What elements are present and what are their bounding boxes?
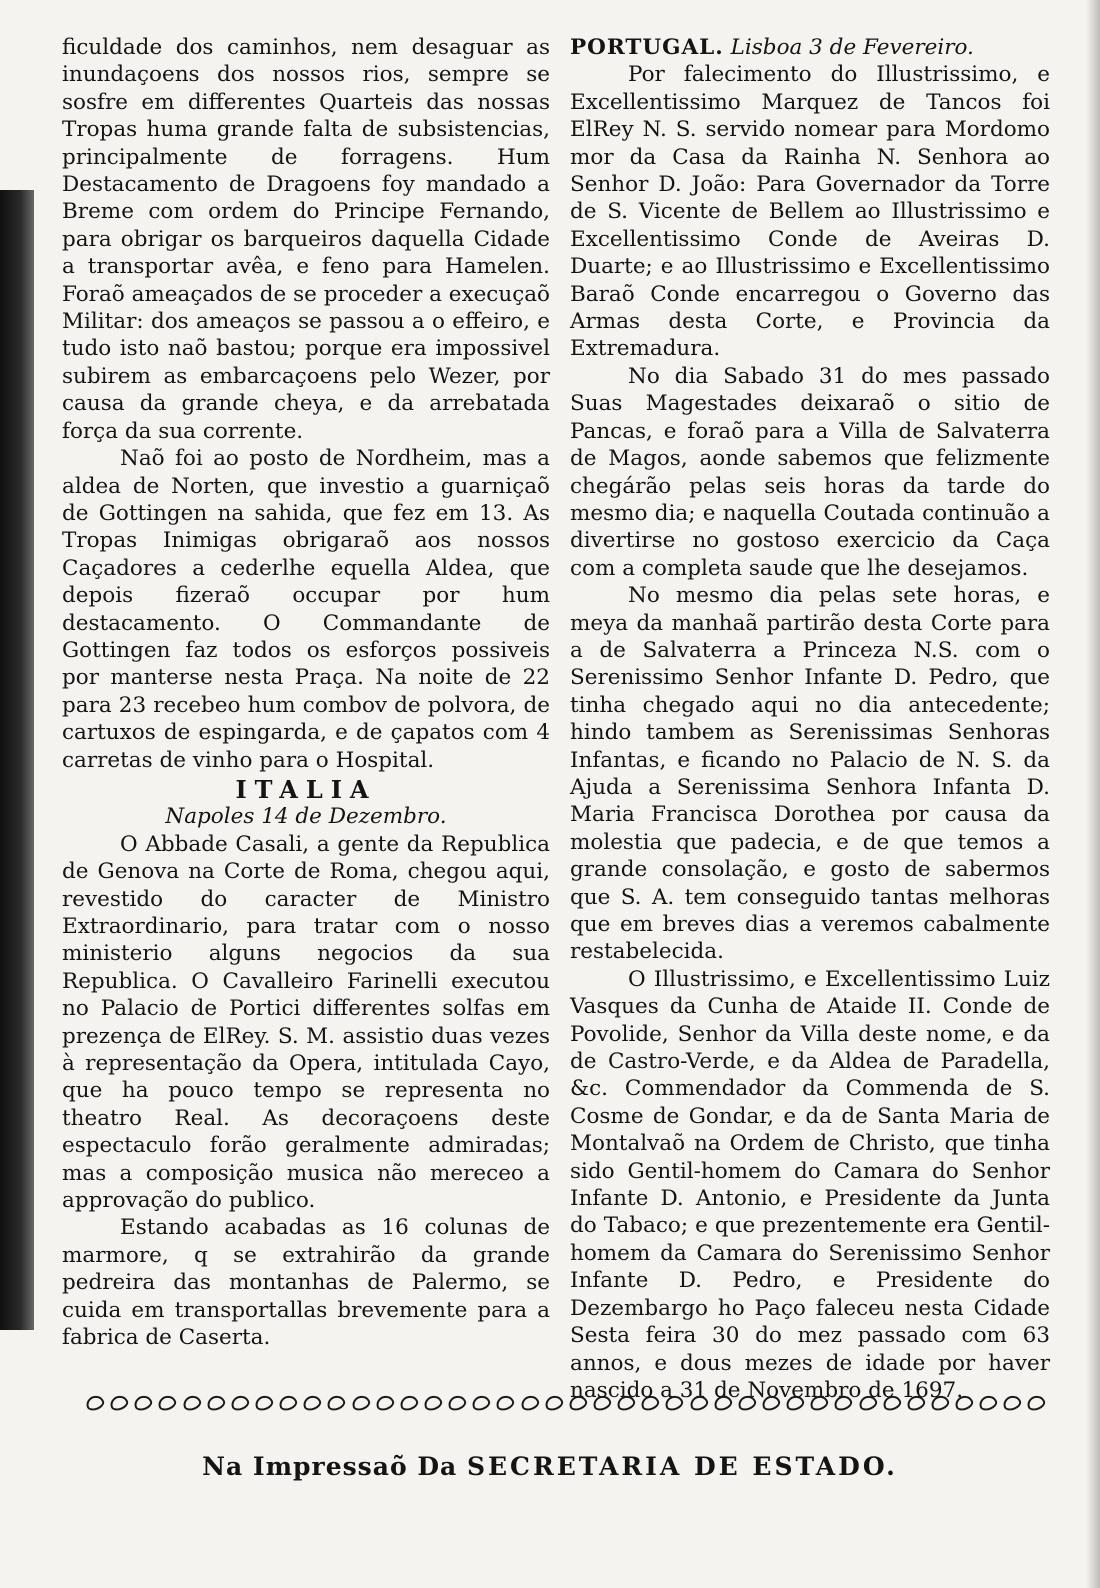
paragraph-marble-columns: Estando acabadas as 16 colunas de marmore, q se extrahirão da grande pedreira das montanhas de Palermo, se cuida em transportallas brevemente para a fabrica de Caserta. bbox=[62, 1215, 550, 1351]
left-column bbox=[62, 34, 550, 1352]
decorative-border-rule bbox=[86, 1392, 1046, 1414]
paragraph-conde-povolide-obituary: O Illustrissimo, e Excellentissimo Luiz Vasques da Cunha de Ataide II. Conde de Povolide, Senhor da Villa deste nome, e da de Castro-Verde, e da Aldea de Paradella, &c. Commendador da Commenda de S. Cosme de Gondar, e da de Santa Maria de Montalvaõ na Ordem de Christo, que tinha sido Gentil-homem do Camara do Senhor Infante D. Antonio, e Presidente da Junta do Tabaco; e que prezentemente era Gentil-homem da Camara do Serenissimo Senhor Infante D. Pedro, e Presidente do Dezembargo ho Paço faleceu nesta Cidade Sesta feira 30 do mez passado com 63 annos, e dous mezes de idade por haver nascido a 31 de Novembro de 1697. bbox=[570, 966, 1050, 1403]
paragraph-princess-salvaterra: No mesmo dia pelas sete horas, e meya da manhaã partirão desta Corte para a de Salvaterra a Princeza N.S. com o Serenissimo Senhor Infante D. Pedro, que tinha chegado aqui no dia antecedente; hindo tambem as Serenissimas Senhoras Infantas, e ficando no Palacio de N. S. da Ajuda a Serenissima Senhora Infanta D. Maria Francisca Dorothea por causa da molestia que padecia, e de que temos a grande consolação, e gosto de sabermos que S. A. tem conseguido tantas melhoras que em breves dias a veremos cabalmente restabelecida. bbox=[570, 583, 1050, 965]
dateline-lisboa: Lisboa 3 de Fevereiro. bbox=[730, 35, 974, 60]
section-heading-portugal bbox=[570, 34, 1050, 61]
page-edge-shadow bbox=[1086, 0, 1100, 1588]
country-name: PORTUGAL. bbox=[570, 35, 724, 60]
imprint-footer bbox=[0, 1452, 1100, 1481]
page-binding-shadow bbox=[0, 190, 34, 1330]
section-heading-italia: ITALIA bbox=[235, 774, 377, 804]
paragraph-appointments: Por falecimento do Illustrissimo, e Excellentissimo Marquez de Tancos foi ElRey N. S. servido nomear para Mordomo mor da Casa da Rainha N. Senhora ao Senhor D. João: Para Governador da Torre de S. Vicente de Bellem ao Illustrissimo e Excellentissimo Conde de Aveiras D. Duarte; e ao Illustrissimo e Excellentissimo Baraõ Conde encarregou o Governo das Armas desta Corte, e Provincia da Extremadura. bbox=[570, 62, 1050, 362]
paragraph-abbade-casali: O Abbade Casali, a gente da Republica de Genova na Corte de Roma, chegou aqui, revestido do caracter de Ministro Extraordinario, para tratar com o nosso ministerio alguns negocios da sua Republica. O Cavalleiro Farinelli executou no Palacio de Portici differentes solfas em prezença de ElRey. S. M. assistio duas vezes à representação da Opera, intitulada Cayo, que ha pouco tempo se representa no theatro Real. As decoraçoens deste espectaculo forão geralmente admiradas; mas a composição musica não mereceo a approvação do publico. bbox=[62, 831, 550, 1214]
paragraph-royal-departure: No dia Sabado 31 do mes passado Suas Magestades deixaraõ o sitio de Pancas, e foraõ para a Villa de Salvaterra de Magos, aonde sabemos que felizmente chegárão pelas seis horas da tarde do mesmo dia; e naquella Coutada continuão a divertirse no gostoso exercicio da Caça com a completa saude que lhe desejamos. bbox=[570, 363, 1050, 581]
dateline-napoles: Napoles 14 de Dezembro. bbox=[165, 804, 447, 830]
imprint-publisher: SECRETARIA DE ESTADO. bbox=[466, 1452, 898, 1481]
right-column bbox=[570, 34, 1050, 1404]
imprint-prefix: Na Impressaõ Da bbox=[202, 1452, 458, 1481]
paragraph-gottingen-garrison: Naõ foi ao posto de Nordheim, mas a aldea de Norten, que investio a guarniçaõ de Gottingen na sahida, que fez em 13. As Tropas Inimigas obrigaraõ aos nossos Caçadores a cederlhe equella Aldea, que depois fizeraõ occupar por hum destacamento. O Commandante de Gottingen faz todos os esforços possiveis por manterse nesta Praça. Na noite de 22 para 23 recebeo hum combov de polvora, de cartuxos de espingarda, e de çapatos com 4 carretas de vinho para o Hospital. bbox=[62, 446, 550, 773]
paragraph-forage-shortage: ficuldade dos caminhos, nem desaguar as inundaçoens dos nossos rios, sempre se sosfre em differentes Quarteis das nossas Tropas huma grande falta de subsistencias, principalmente de forragens. Hum Destacamento de Dragoens foy mandado a Breme com ordem do Principe Fernando, para obrigar os barqueiros daquella Cidade a transportar avêa, e feno para Hamelen. Foraõ ameaçados de se proceder a execuçaõ Militar: dos ameaços se passou a o effeiro, e tudo isto naõ bastou; porque era impossivel subirem as embarcaçoens pelo Wezer, por causa da grande cheya, e da arrebatada força da sua corrente. bbox=[62, 35, 550, 444]
